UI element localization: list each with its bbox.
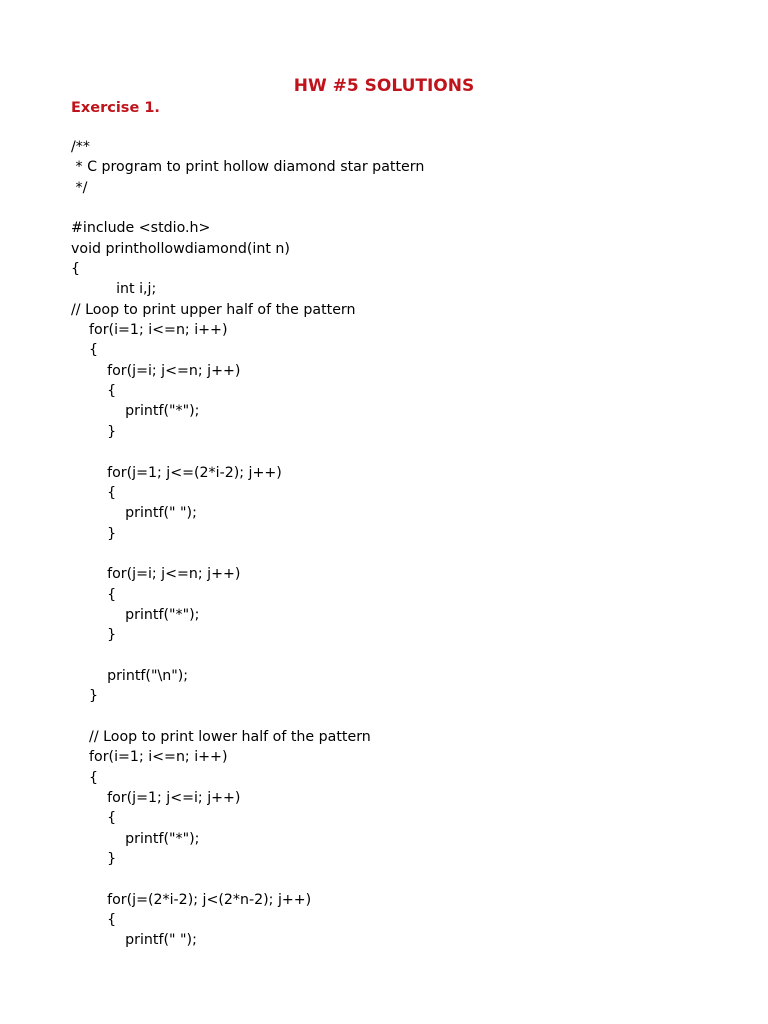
code-line: // Loop to print lower half of the pattern bbox=[71, 728, 371, 745]
code-line: printf("*"); bbox=[71, 830, 200, 847]
code-line: for(j=i; j<=n; j++) bbox=[71, 362, 241, 379]
code-line: int i,j; bbox=[71, 281, 157, 298]
code-line: for(j=i; j<=n; j++) bbox=[71, 566, 241, 583]
exercise-heading: Exercise 1. bbox=[71, 100, 160, 116]
code-line: printf("*"); bbox=[71, 606, 200, 623]
code-line: // Loop to print upper half of the pattern bbox=[71, 301, 356, 318]
code-line: { bbox=[71, 261, 81, 278]
code-line: { bbox=[71, 342, 99, 359]
code-line bbox=[71, 442, 751, 462]
code-line: */ bbox=[71, 179, 88, 196]
code-line: } bbox=[71, 627, 117, 644]
code-line: for(j=1; j<=(2*i-2); j++) bbox=[71, 464, 282, 481]
code-line bbox=[71, 646, 751, 666]
code-line: printf(" "); bbox=[71, 932, 197, 949]
document-title: HW #5 SOLUTIONS bbox=[293, 76, 475, 96]
code-line: void printhollowdiamond(int n) bbox=[71, 240, 290, 257]
code-line: printf(" "); bbox=[71, 505, 197, 522]
code-line: #include <stdio.h> bbox=[71, 220, 211, 237]
code-line: { bbox=[71, 383, 117, 400]
code-listing bbox=[71, 137, 751, 951]
code-line bbox=[71, 707, 751, 727]
code-line: for(j=1; j<=i; j++) bbox=[71, 790, 241, 806]
code-line: printf("\n"); bbox=[71, 667, 189, 684]
code-line: * C program to print hollow diamond star pattern bbox=[71, 159, 425, 176]
code-line: for(i=1; i<=n; i++) bbox=[71, 322, 228, 339]
code-line bbox=[71, 544, 751, 564]
code-line: } bbox=[71, 851, 117, 868]
code-line: { bbox=[71, 586, 117, 603]
code-line: for(i=1; i<=n; i++) bbox=[71, 749, 228, 766]
code-line: /** bbox=[71, 139, 90, 155]
code-line: { bbox=[71, 769, 99, 786]
code-line: { bbox=[71, 484, 117, 501]
code-line: } bbox=[71, 525, 117, 542]
code-line: } bbox=[71, 688, 99, 705]
code-line bbox=[71, 198, 751, 218]
code-line bbox=[71, 869, 751, 889]
code-line: for(j=(2*i-2); j<(2*n-2); j++) bbox=[71, 891, 312, 908]
code-line: } bbox=[71, 423, 117, 440]
code-line: { bbox=[71, 810, 117, 827]
code-line: printf("*"); bbox=[71, 403, 200, 420]
code-line: { bbox=[71, 912, 117, 929]
